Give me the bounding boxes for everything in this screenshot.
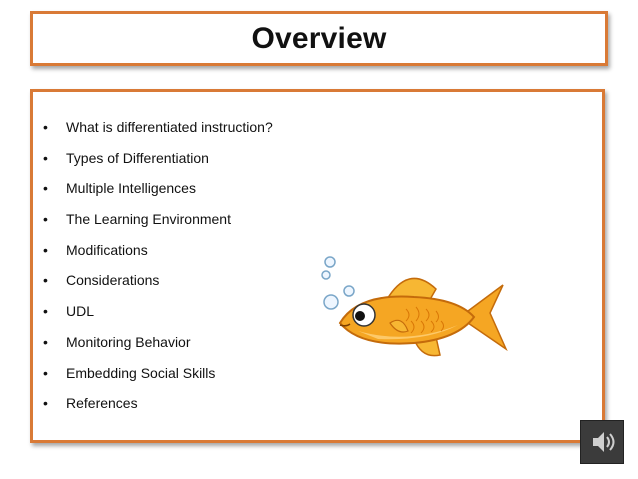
bullet-dot: • — [43, 241, 48, 258]
list-item-label: UDL — [66, 303, 95, 320]
list-item-label: Considerations — [66, 272, 160, 289]
list-item — [43, 180, 273, 211]
list-item — [43, 334, 273, 365]
list-item-label: The Learning Environment — [66, 211, 231, 228]
list-item — [43, 150, 273, 181]
list-item — [43, 242, 273, 273]
bullet-list — [43, 119, 273, 426]
bullet-dot: • — [43, 119, 48, 135]
list-item — [43, 211, 273, 242]
list-item — [43, 119, 273, 150]
list-item-label: Monitoring Behavior — [66, 333, 191, 350]
bubbles-icon — [322, 257, 354, 309]
list-item-label: Multiple Intelligences — [66, 180, 196, 197]
bullet-dot: • — [43, 333, 48, 350]
list-item — [43, 365, 273, 396]
list-item-label: Modifications — [66, 241, 148, 258]
speaker-button[interactable] — [580, 420, 624, 464]
speaker-icon — [581, 421, 623, 463]
slide-title-box — [30, 11, 608, 66]
slide-title: Overview — [251, 21, 387, 55]
list-item-label: Embedding Social Skills — [66, 364, 216, 381]
bullet-dot: • — [43, 180, 48, 197]
bullet-dot: • — [43, 395, 48, 412]
goldfish-icon — [318, 253, 518, 371]
list-item-label: Types of Differentiation — [66, 149, 209, 166]
list-item — [43, 303, 273, 334]
list-item-label: What is differentiated instruction? — [66, 119, 273, 135]
bullet-dot: • — [43, 211, 48, 228]
list-item — [43, 395, 273, 426]
bullet-dot: • — [43, 364, 48, 381]
list-item — [43, 272, 273, 303]
bullet-dot: • — [43, 149, 48, 166]
bullet-dot: • — [43, 272, 48, 289]
bullet-dot: • — [43, 303, 48, 320]
list-item-label: References — [66, 395, 138, 412]
